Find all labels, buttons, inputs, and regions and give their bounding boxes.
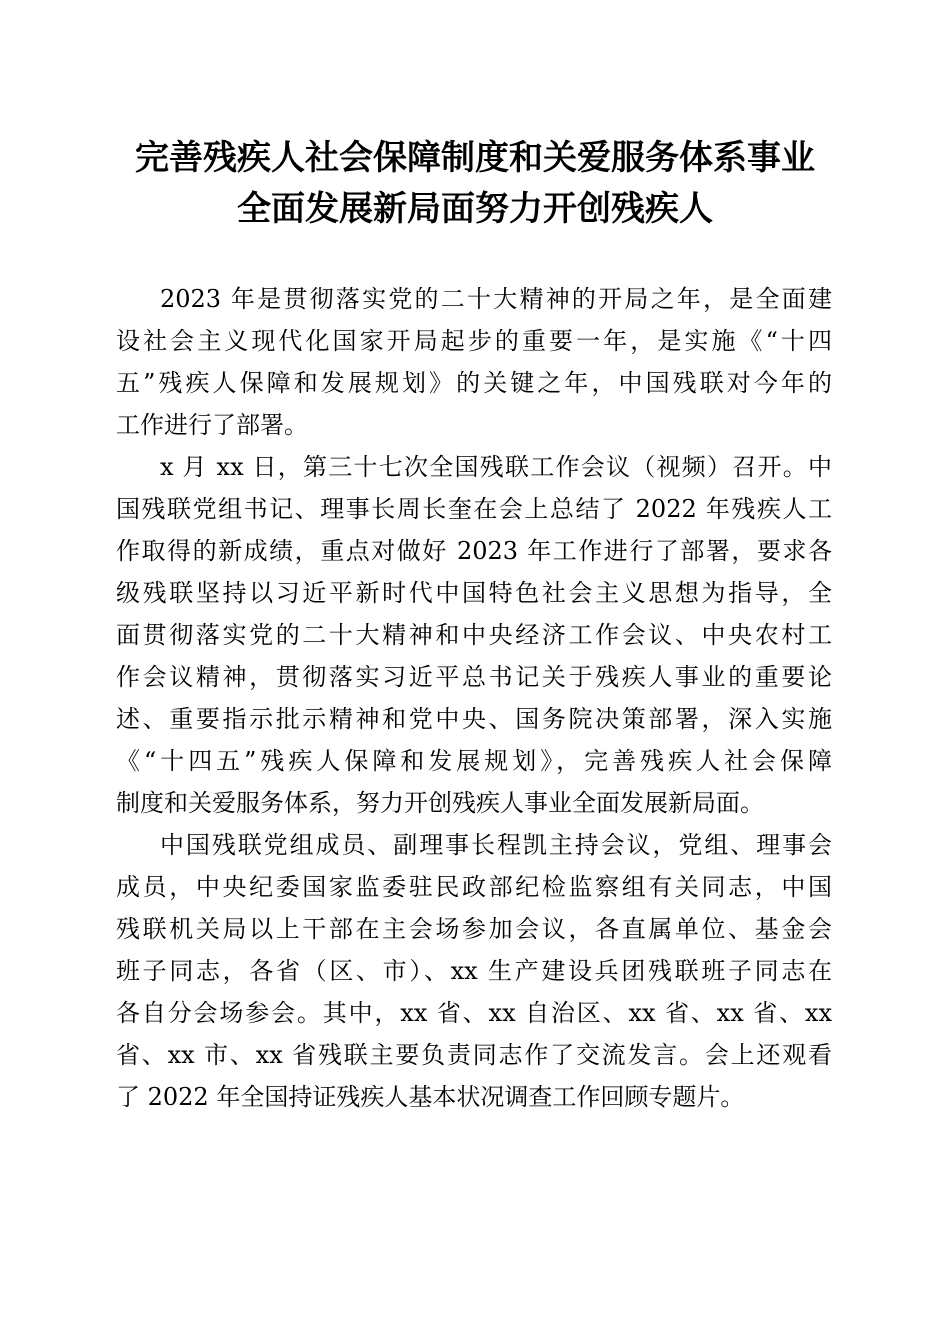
title-line-1: 完善残疾人社会保障制度和关爱服务体系事业 xyxy=(135,138,815,178)
paragraph-line: 级残联坚持以习近平新时代中国特色社会主义思想为指导，全 xyxy=(116,579,832,607)
paragraph-line: 2023 年是贯彻落实党的二十大精神的开局之年，是全面建 xyxy=(160,285,832,313)
paragraph-3 xyxy=(116,824,832,1118)
paragraph-2 xyxy=(116,446,832,824)
paragraph-line: 作会议精神，贯彻落实习近平总书记关于残疾人事业的重要论 xyxy=(116,663,832,691)
paragraph-line: 设社会主义现代化国家开局起步的重要一年，是实施《“十四 xyxy=(116,327,832,355)
paragraph-line: x 月 xx 日，第三十七次全国残联工作会议（视频）召开。中 xyxy=(160,453,832,481)
paragraph-line: 各自分会场参会。其中，xx 省、xx 自治区、xx 省、xx 省、xx xyxy=(116,999,832,1027)
paragraph-line: 五”残疾人保障和发展规划》的关键之年，中国残联对今年的 xyxy=(116,369,832,397)
paragraph-line: 班子同志，各省（区、市）、xx 生产建设兵团残联班子同志在 xyxy=(116,957,832,985)
paragraph-line: 国残联党组书记、理事长周长奎在会上总结了 2022 年残疾人工 xyxy=(116,495,832,523)
paragraph-line: 成员，中央纪委国家监委驻民政部纪检监察组有关同志，中国 xyxy=(116,873,832,901)
paragraph-line: 《“十四五”残疾人保障和发展规划》，完善残疾人社会保障 xyxy=(116,747,832,775)
paragraph-line: 作取得的新成绩，重点对做好 2023 年工作进行了部署，要求各 xyxy=(116,537,832,565)
paragraph-line: 残联机关局以上干部在主会场参加会议，各直属单位、基金会 xyxy=(116,915,832,943)
paragraph-1 xyxy=(116,278,832,446)
paragraph-line: 了 2022 年全国持证残疾人基本状况调查工作回顾专题片。 xyxy=(116,1083,745,1111)
paragraph-line: 述、重要指示批示精神和党中央、国务院决策部署，深入实施 xyxy=(116,705,832,733)
document-body xyxy=(116,278,832,1118)
paragraph-line: 中国残联党组成员、副理事长程凯主持会议，党组、理事会 xyxy=(160,831,832,859)
paragraph-line: 省、xx 市、xx 省残联主要负责同志作了交流发言。会上还观看 xyxy=(116,1041,832,1069)
paragraph-line: 制度和关爱服务体系，努力开创残疾人事业全面发展新局面。 xyxy=(116,789,764,817)
paragraph-line: 面贯彻落实党的二十大精神和中央经济工作会议、中央农村工 xyxy=(116,621,832,649)
paragraph-line: 工作进行了部署。 xyxy=(116,411,308,439)
title-line-2: 全面发展新局面努力开创残疾人 xyxy=(237,189,713,229)
